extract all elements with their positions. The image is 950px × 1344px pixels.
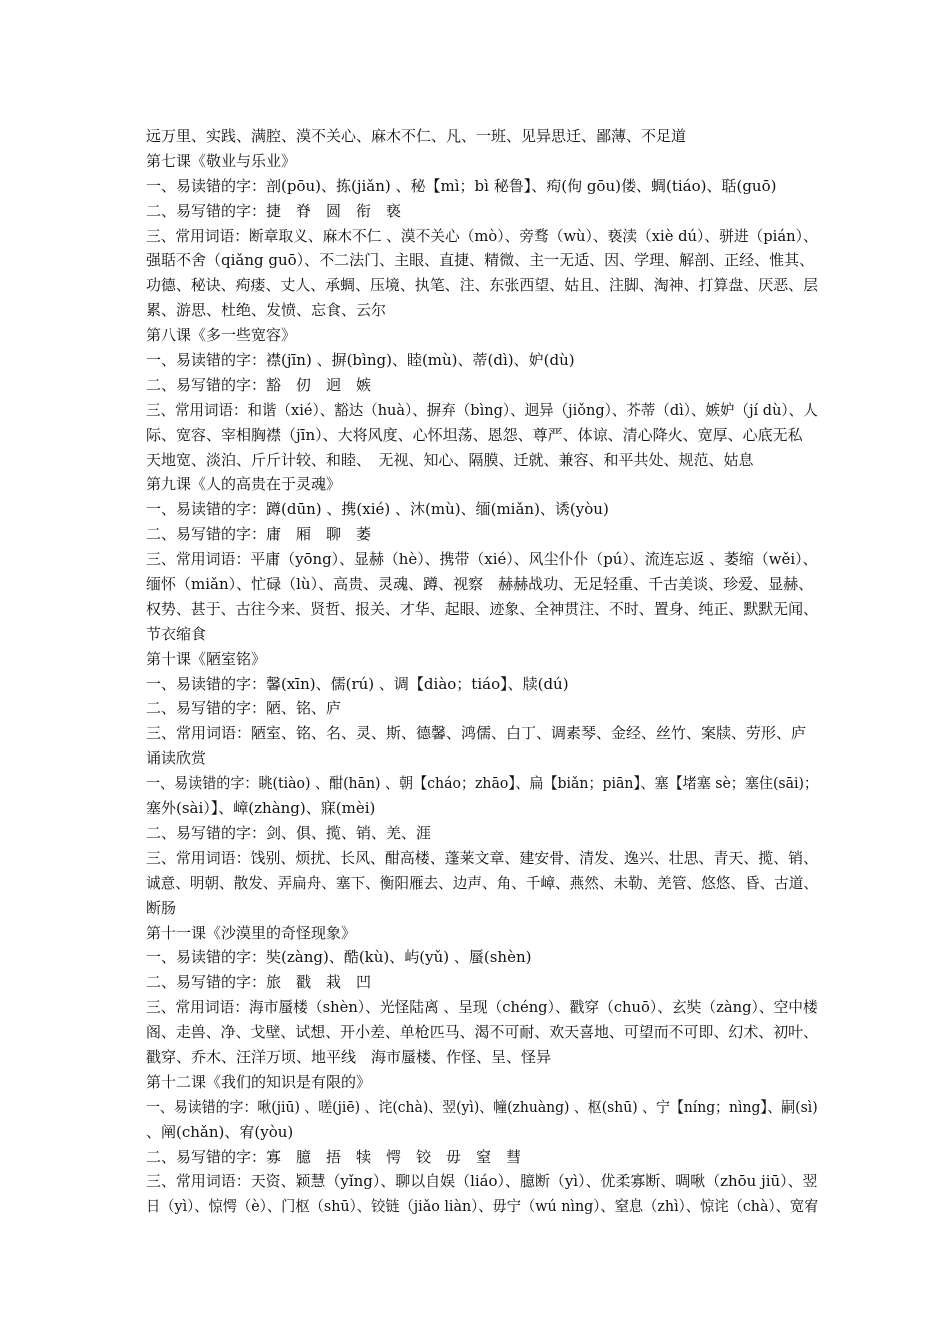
text-line: 三、常用词语：天资、颖慧（yǐng）、聊以自娱（liáo）、臆断（yì）、优柔寡断、啁啾（zhōu jiū）、翌 (146, 1172, 818, 1191)
text-line: 二、易写错的字：捷 脊 圆 衔 亵 (146, 201, 402, 220)
text-line: 二、易写错的字：庸 厢 聊 萎 (146, 525, 372, 544)
text-line: 二、易写错的字：寡 臆 捂 犊 愕 铰 毋 窒 彗 (146, 1147, 522, 1166)
text-line: 节衣缩食 (146, 624, 207, 643)
document-page (146, 124, 818, 1219)
text-line: 际、宽容、宰相胸襟（jīn）、大将风度、心怀坦荡、恩怨、尊严、体谅、清心降火、宽厚、心底无私 (146, 425, 803, 444)
text-line: 、阐(chǎn)、宥(yòu) (146, 1122, 294, 1141)
text-line: 累、游思、杜绝、发愤、忘食、云尔 (146, 301, 387, 320)
text-line: 塞外(sài）】、嶂(zhàng)、寐(mèi) (146, 799, 376, 818)
text-line: 一、易读错的字：剖(pōu)、拣(jiǎn) 、秘【mì；bì 秘鲁】、痀(佝 gōu)偻、蜩(tiáo)、聒(guō) (146, 176, 777, 195)
text-line: 缅怀（miǎn）、忙碌（lù）、高贵、灵魂、蹲、视察 赫赫战功、无足轻重、千古美谈、珍爱、显赫、 (146, 575, 814, 594)
text-line: 戳穿、乔木、汪洋万顷、地平线 海市蜃楼、作怪、呈、怪异 (146, 1047, 552, 1066)
text-line: 三、常用词语：断章取义、麻木不仁 、漠不关心（mò）、旁骛（wù）、亵渎（xiè dú）、骈进（pián）、 (146, 226, 818, 245)
text-line: 二、易写错的字：剑、俱、揽、销、羌、涯 (146, 823, 432, 842)
text-line: 一、易读错的字：眺(tiào) 、酣(hān) 、朝【cháo；zhāo】、扁【biǎn；piān】、塞【堵塞 sè；塞住(sāi)； (146, 774, 818, 793)
text-line: 诚意、明朝、散发、弄扁舟、塞下、衡阳雁去、边声、角、千嶂、燕然、未勒、羌管、悠悠、昏、古道、 (146, 873, 818, 892)
text-line: 二、易写错的字：豁 仞 迥 嫉 (146, 375, 372, 394)
text-line: 二、易写错的字：陋、铭、庐 (146, 699, 342, 718)
text-line: 功德、秘诀、痀瘘、丈人、承蜩、压境、执笔、注、东张西望、姑且、注脚、淘神、打算盘、厌恶、层 (146, 276, 818, 295)
text-line: 第九课《人的高贵在于灵魂》 (146, 475, 342, 494)
text-line: 断肠 (146, 898, 177, 917)
text-line: 三、常用词语：陋室、铭、名、灵、斯、德馨、鸿儒、白丁、调素琴、金经、丝竹、案牍、劳形、庐 (146, 724, 807, 743)
text-line: 一、易读错的字：奘(zàng)、酷(kù)、屿(yǔ) 、蜃(shèn) (146, 948, 532, 967)
text-line: 一、易读错的字：馨(xīn)、儒(rú) 、调【diào；tiáo】、牍(dú) (146, 674, 569, 693)
text-line: 日（yì）、惊愕（è）、门枢（shū）、铰链（jiǎo liàn）、毋宁（wú nìng）、窒息（zhì）、惊诧（chà）、宽宥 (146, 1197, 818, 1216)
text-line: 第十一课《沙漠里的奇怪现象》 (146, 923, 357, 942)
text-line: 三、常用词语：饯别、烦扰、长风、酣高楼、蓬莱文章、建安骨、清发、逸兴、壮思、青天、揽、销、 (146, 848, 818, 867)
text-line: 一、易读错的字：啾(jiū) 、嗟(jiē) 、诧(chà)、翌(yì)、幢(zhuàng) 、枢(shū) 、宁【níng；nìng】、嗣(sì) (146, 1097, 818, 1116)
text-line: 三、常用词语：和谐（xié）、豁达（huà）、摒弃（bìng）、迥异（jiǒng）、芥蒂（dì）、嫉妒（jí dù）、人 (146, 400, 818, 419)
text-line: 一、易读错的字：蹲(dūn) 、携(xié) 、沐(mù)、缅(miǎn)、诱(yòu) (146, 500, 609, 519)
text-line: 第八课《多一些宽容》 (146, 326, 297, 345)
text-line: 阁、走兽、净、戈壁、试想、开小差、单枪匹马、渴不可耐、欢天喜地、可望而不可即、幻术、初叶、 (146, 1023, 818, 1042)
text-line: 第十二课《我们的知识是有限的》 (146, 1072, 372, 1091)
text-line: 第十课《陋室铭》 (146, 649, 267, 668)
text-line: 二、易写错的字：旅 戳 栽 凹 (146, 973, 372, 992)
text-line: 第七课《敬业与乐业》 (146, 151, 297, 170)
text-line: 诵读欣赏 (146, 749, 207, 768)
text-line: 权势、甚于、古往今来、贤哲、报关、才华、起眼、迹象、全神贯注、不时、置身、纯正、默默无闻、 (146, 599, 818, 618)
text-line: 天地宽、淡泊、斤斤计较、和睦、 无视、知心、隔膜、迁就、兼容、和平共处、规范、姑息 (146, 450, 754, 469)
text-line: 三、常用词语：海市蜃楼（shèn）、光怪陆离 、呈现（chéng）、戳穿（chuō）、玄奘（zàng）、空中楼 (146, 998, 818, 1017)
text-line: 强聒不舍（qiǎng guō）、不二法门、主眼、直捷、精微、主一无适、因、学理、解剖、正经、惟其、 (146, 251, 815, 270)
text-line: 三、常用词语：平庸（yōng）、显赫（hè）、携带（xié）、风尘仆仆（pú）、流连忘返 、萎缩（wěi）、 (146, 550, 818, 569)
text-line: 远万里、实践、满腔、漠不关心、麻木不仁、凡、一班、见异思迁、鄙薄、不足道 (146, 127, 687, 145)
text-line: 一、易读错的字：襟(jīn) 、摒(bìng)、睦(mù)、蒂(dì)、妒(dù) (146, 351, 575, 370)
